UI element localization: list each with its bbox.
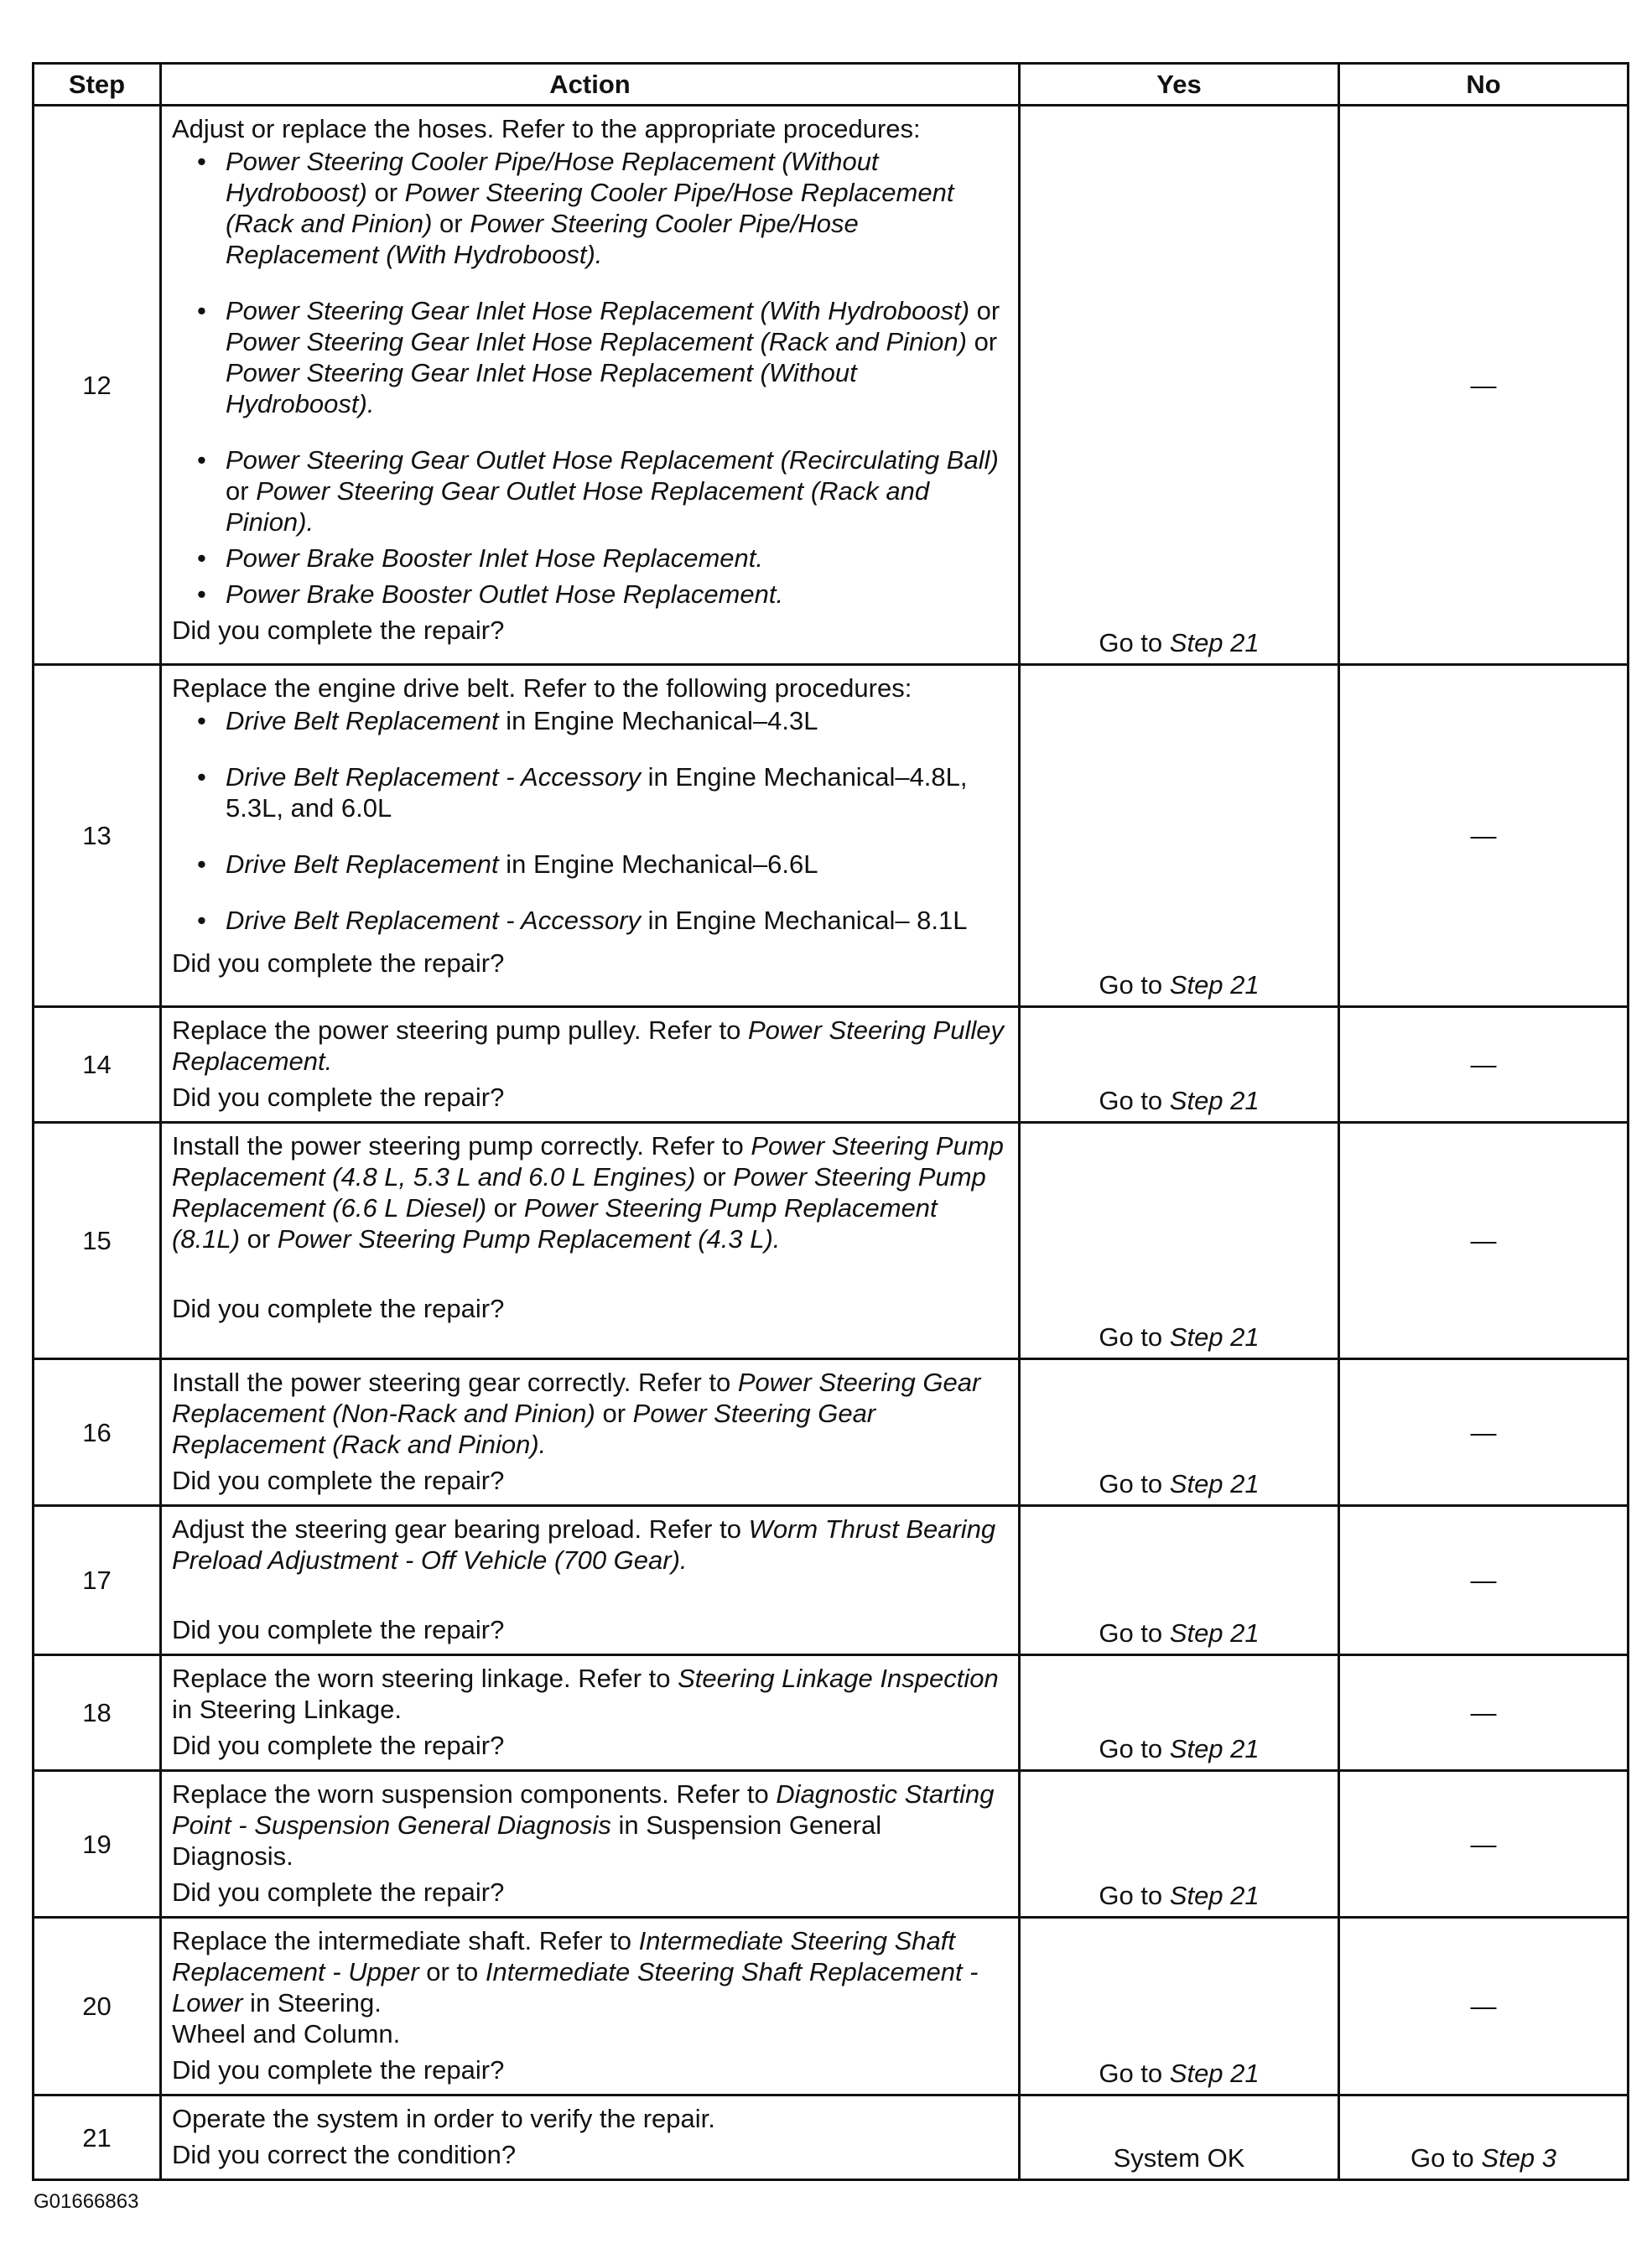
yes-text: Go to xyxy=(1099,1618,1170,1648)
table-row xyxy=(34,1506,1629,1655)
action-extra: Wheel and Column. xyxy=(172,2019,401,2049)
action-cell xyxy=(161,106,1020,665)
action-question: Did you complete the repair? xyxy=(172,1877,505,1907)
action-text: Install the power steering gear correctly. Refer to xyxy=(172,1368,738,1397)
yes-text: Go to xyxy=(1099,1086,1170,1115)
procedure-reference: Power Steering Cooler Pipe/Hose Replacement (Rack and Pinion) xyxy=(226,178,954,238)
yes-cell xyxy=(1020,1655,1339,1771)
procedure-list xyxy=(172,146,1008,610)
no-text: Go to xyxy=(1410,2143,1482,2173)
procedure-reference: Power Steering Gear Inlet Hose Replacement (Without Hydroboost). xyxy=(226,358,857,418)
action-body xyxy=(172,1367,1008,1460)
action-question: Did you complete the repair? xyxy=(172,2055,505,2085)
no-cell xyxy=(1339,1918,1629,2095)
action-text: in Steering. xyxy=(242,1988,382,2018)
action-question: Did you complete the repair? xyxy=(172,1466,505,1495)
step-reference: Step 21 xyxy=(1169,1086,1260,1115)
list-item xyxy=(197,705,1008,736)
no-cell xyxy=(1339,665,1629,1007)
action-cell xyxy=(161,1771,1020,1918)
no-cell xyxy=(1339,1359,1629,1506)
step-number: 21 xyxy=(34,2095,161,2180)
action-text: Operate the system in order to verify the repair. xyxy=(172,2104,715,2133)
no-dash: — xyxy=(1470,1050,1497,1079)
step-reference: Step 21 xyxy=(1169,1322,1260,1352)
diagnostic-table xyxy=(32,62,1629,2181)
action-cell xyxy=(161,1655,1020,1771)
action-text: or xyxy=(366,178,405,207)
action-cell xyxy=(161,1506,1020,1655)
table-row xyxy=(34,106,1629,665)
list-item xyxy=(197,295,1008,419)
action-question: Did you complete the repair? xyxy=(172,1294,505,1323)
table-row xyxy=(34,1123,1629,1359)
action-cell xyxy=(161,1123,1020,1359)
table-row xyxy=(34,1771,1629,1918)
no-cell xyxy=(1339,1771,1629,1918)
procedure-reference: Power Brake Booster Inlet Hose Replacement. xyxy=(226,543,763,573)
no-dash: — xyxy=(1470,1566,1497,1595)
no-cell xyxy=(1339,106,1629,665)
action-question: Did you complete the repair? xyxy=(172,615,505,645)
action-text: Adjust the steering gear bearing preload. Refer to xyxy=(172,1514,749,1544)
action-question: Did you complete the repair? xyxy=(172,1731,505,1760)
procedure-reference: Drive Belt Replacement - Accessory xyxy=(226,762,642,792)
action-body xyxy=(172,2103,1008,2134)
action-question: Did you correct the condition? xyxy=(172,2140,517,2169)
action-cell xyxy=(161,1918,1020,2095)
table-row xyxy=(34,1359,1629,1506)
action-cell xyxy=(161,2095,1020,2180)
no-dash: — xyxy=(1470,1992,1497,2021)
yes-text: Go to xyxy=(1099,1469,1170,1498)
procedure-reference: Diagnostic Starting Point - Suspension General Diagnosis xyxy=(172,1779,995,1840)
step-reference: Step 21 xyxy=(1169,2059,1260,2088)
action-body xyxy=(172,1663,1008,1725)
action-text: Replace the intermediate shaft. Refer to xyxy=(172,1926,639,1955)
table-row xyxy=(34,1007,1629,1123)
step-reference: Step 21 xyxy=(1169,970,1260,1000)
action-text: or xyxy=(695,1162,734,1192)
action-cell xyxy=(161,1007,1020,1123)
header-step: Step xyxy=(34,64,161,106)
procedure-reference: Power Steering Pump Replacement (4.8 L, 5.3 L and 6.0 L Engines) xyxy=(172,1131,1004,1192)
action-text: Install the power steering pump correctly. Refer to xyxy=(172,1131,751,1161)
action-text: or to xyxy=(418,1957,486,1986)
header-action: Action xyxy=(161,64,1020,106)
action-text: or xyxy=(595,1399,633,1428)
step-reference: Step 21 xyxy=(1169,1618,1260,1648)
action-text: Replace the worn suspension components. Refer to xyxy=(172,1779,777,1809)
list-item xyxy=(197,905,1008,936)
action-text: or xyxy=(486,1193,524,1223)
step-reference: Step 21 xyxy=(1169,1881,1260,1910)
header-yes: Yes xyxy=(1020,64,1339,106)
list-item xyxy=(197,444,1008,537)
procedure-reference: Intermediate Steering Shaft Replacement - Upper xyxy=(172,1926,955,1986)
procedure-reference: Power Steering Gear Replacement (Rack and Pinion). xyxy=(172,1399,876,1459)
action-cell xyxy=(161,665,1020,1007)
action-body xyxy=(172,1514,1008,1576)
yes-cell xyxy=(1020,2095,1339,2180)
yes-cell xyxy=(1020,1506,1339,1655)
step-number: 15 xyxy=(34,1123,161,1359)
action-intro: Replace the engine drive belt. Refer to the following procedures: xyxy=(172,673,912,703)
table-row xyxy=(34,1918,1629,2095)
procedure-reference: Intermediate Steering Shaft Replacement - Lower xyxy=(172,1957,979,2018)
procedure-reference: Worm Thrust Bearing Preload Adjustment - Off Vehicle (700 Gear). xyxy=(172,1514,996,1575)
action-question: Did you complete the repair? xyxy=(172,1615,505,1644)
table-body xyxy=(34,106,1629,2180)
no-dash: — xyxy=(1470,1829,1497,1859)
action-text: in Engine Mechanical–6.6L xyxy=(498,849,818,879)
procedure-reference: Drive Belt Replacement xyxy=(226,706,499,735)
step-number: 17 xyxy=(34,1506,161,1655)
action-body xyxy=(172,1779,1008,1872)
no-cell xyxy=(1339,1007,1629,1123)
action-text: or xyxy=(239,1224,278,1254)
table-row xyxy=(34,2095,1629,2180)
procedure-reference: Drive Belt Replacement - Accessory xyxy=(226,906,642,935)
procedure-reference: Power Steering Pump Replacement (8.1L) xyxy=(172,1193,938,1254)
yes-cell xyxy=(1020,106,1339,665)
list-item xyxy=(197,849,1008,880)
no-dash: — xyxy=(1470,821,1497,850)
header-no: No xyxy=(1339,64,1629,106)
procedure-reference: Drive Belt Replacement xyxy=(226,849,499,879)
figure-code: G01666863 xyxy=(34,2190,139,2213)
action-text: in Steering Linkage. xyxy=(172,1695,403,1724)
step-number: 19 xyxy=(34,1771,161,1918)
procedure-reference: Power Brake Booster Outlet Hose Replacement. xyxy=(226,579,784,609)
no-cell xyxy=(1339,2095,1629,2180)
action-text: in Suspension General Diagnosis. xyxy=(172,1810,882,1871)
procedure-reference: Power Steering Pulley Replacement. xyxy=(172,1015,1004,1076)
yes-cell xyxy=(1020,1007,1339,1123)
procedure-reference: Power Steering Gear Inlet Hose Replacement (Rack and Pinion) xyxy=(226,327,967,356)
no-dash: — xyxy=(1470,1417,1497,1447)
procedure-reference: Power Steering Pump Replacement (4.3 L). xyxy=(277,1224,781,1254)
action-text: or xyxy=(969,296,1000,325)
step-reference: Step 21 xyxy=(1169,628,1260,657)
header-row xyxy=(34,64,1629,106)
action-question: Did you complete the repair? xyxy=(172,948,505,978)
step-number: 12 xyxy=(34,106,161,665)
procedure-list xyxy=(172,705,1008,936)
list-item xyxy=(197,761,1008,823)
step-number: 16 xyxy=(34,1359,161,1506)
procedure-reference: Power Steering Gear Outlet Hose Replacement (Rack and Pinion). xyxy=(226,476,930,537)
action-cell xyxy=(161,1359,1020,1506)
action-text: Replace the worn steering linkage. Refer to xyxy=(172,1664,678,1693)
yes-cell xyxy=(1020,1359,1339,1506)
yes-text: Go to xyxy=(1099,1322,1170,1352)
yes-text: Go to xyxy=(1099,1734,1170,1763)
yes-text: Go to xyxy=(1099,2059,1170,2088)
no-dash: — xyxy=(1470,370,1497,400)
procedure-reference: Power Steering Cooler Pipe/Hose Replacement (With Hydroboost). xyxy=(226,209,859,269)
yes-cell xyxy=(1020,1123,1339,1359)
yes-text: Go to xyxy=(1099,970,1170,1000)
action-text: or xyxy=(226,476,257,506)
yes-cell xyxy=(1020,1771,1339,1918)
step-reference: Step 21 xyxy=(1169,1734,1260,1763)
table-row xyxy=(34,665,1629,1007)
action-body xyxy=(172,1130,1008,1254)
action-text: or xyxy=(432,209,470,238)
diagnostic-table-container xyxy=(32,62,1627,2181)
list-item xyxy=(197,579,1008,610)
action-text: in Engine Mechanical–4.3L xyxy=(498,706,818,735)
no-cell xyxy=(1339,1506,1629,1655)
step-number: 13 xyxy=(34,665,161,1007)
yes-text: Go to xyxy=(1099,1881,1170,1910)
action-text: in Engine Mechanical– 8.1L xyxy=(641,906,968,935)
no-dash: — xyxy=(1470,1698,1497,1727)
yes-text: Go to xyxy=(1099,628,1170,657)
action-text: Replace the power steering pump pulley. Refer to xyxy=(172,1015,748,1045)
action-text: or xyxy=(966,327,998,356)
no-cell xyxy=(1339,1655,1629,1771)
step-number: 20 xyxy=(34,1918,161,2095)
action-text: in Engine Mechanical–4.8L, 5.3L, and 6.0L xyxy=(226,762,968,823)
step-number: 14 xyxy=(34,1007,161,1123)
procedure-reference: Power Steering Gear Inlet Hose Replacement (With Hydroboost) xyxy=(226,296,970,325)
step-reference: Step 21 xyxy=(1169,1469,1260,1498)
step-number: 18 xyxy=(34,1655,161,1771)
action-body xyxy=(172,1015,1008,1077)
no-cell xyxy=(1339,1123,1629,1359)
table-row xyxy=(34,1655,1629,1771)
procedure-reference: Steering Linkage Inspection xyxy=(678,1664,999,1693)
list-item xyxy=(197,543,1008,574)
procedure-reference: Power Steering Gear Outlet Hose Replacement (Recirculating Ball) xyxy=(226,445,999,475)
list-item xyxy=(197,146,1008,270)
yes-cell xyxy=(1020,1918,1339,2095)
no-dash: — xyxy=(1470,1226,1497,1255)
action-question: Did you complete the repair? xyxy=(172,1083,505,1112)
action-intro: Adjust or replace the hoses. Refer to the appropriate procedures: xyxy=(172,114,921,143)
procedure-reference: Power Steering Pump Replacement (6.6 L Diesel) xyxy=(172,1162,986,1223)
action-body xyxy=(172,1925,1008,2018)
yes-cell xyxy=(1020,665,1339,1007)
procedure-reference: Power Steering Gear Replacement (Non-Rack and Pinion) xyxy=(172,1368,981,1428)
procedure-reference: Power Steering Cooler Pipe/Hose Replacement (Without Hydroboost) xyxy=(226,147,879,207)
yes-text: System OK xyxy=(1113,2143,1245,2173)
step-reference: Step 3 xyxy=(1481,2143,1557,2173)
